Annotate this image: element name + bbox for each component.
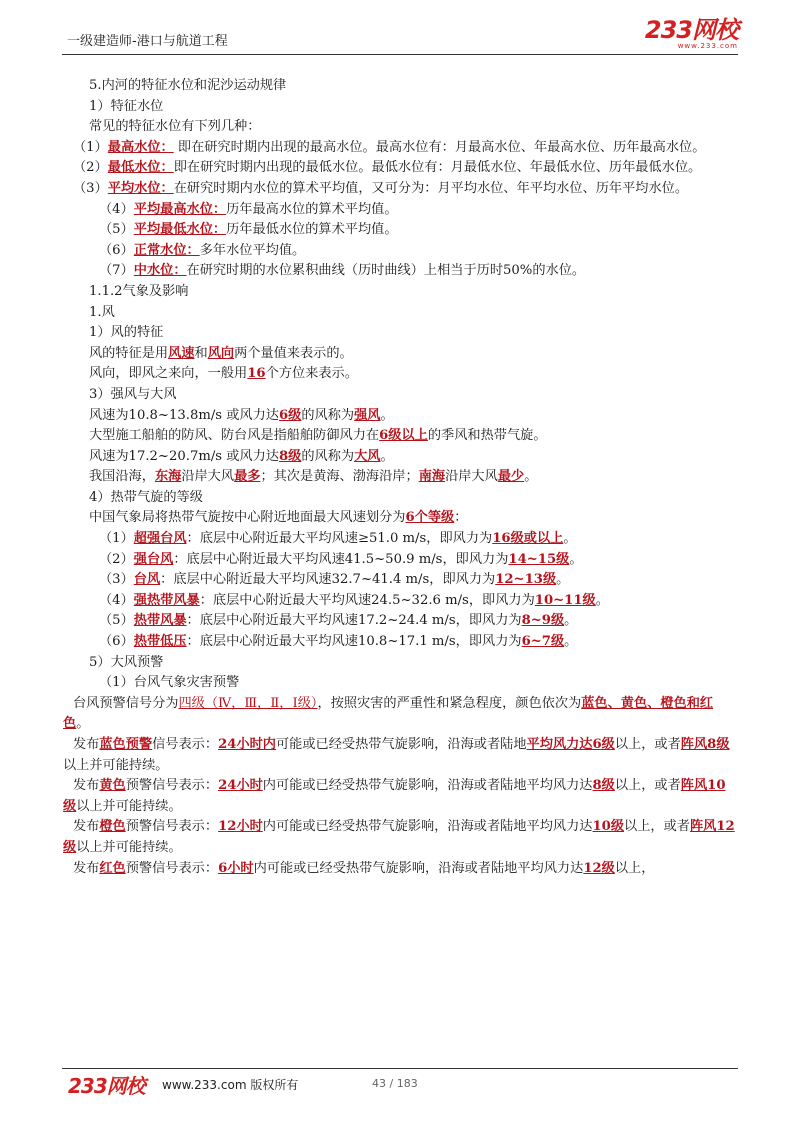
paragraph (63, 179, 735, 200)
paragraph (89, 303, 737, 324)
paragraph (89, 97, 737, 118)
text-run: 5.内河的特征水位和泥沙运动规律 (89, 78, 287, 93)
paragraph (89, 426, 737, 447)
paragraph (89, 323, 737, 344)
paragraph (89, 529, 737, 550)
page-number: 43 / 183 (372, 1077, 418, 1090)
text-run: 以上并可能持续。 (63, 757, 169, 773)
paragraph (89, 282, 737, 303)
highlighted-term: 16 (247, 366, 266, 382)
highlighted-term: 24小时内 (218, 737, 276, 752)
highlighted-term: 南海 (418, 469, 446, 485)
highlighted-term: 蓝色预警 (99, 737, 153, 752)
header-divider (62, 54, 738, 55)
brand-logo-text: 233网校 (644, 16, 738, 44)
text-run: 以上并可能持续。 (76, 798, 182, 814)
text-run: （1） (99, 531, 134, 547)
text-run: （2） (99, 551, 134, 567)
text-run: 1.风 (89, 304, 115, 320)
highlighted-term: 6级 (279, 407, 302, 423)
text-run: 的风称为 (301, 407, 355, 423)
paragraph (89, 76, 737, 97)
highlighted-term: 24小时 (218, 778, 263, 794)
text-run: ：底层中心附近最大平均风速≥51.0 m/s，即风力为 (186, 531, 493, 547)
text-run: 即在研究时期内出现的最高水位。最高水位有：月最高水位、年最高水位、历年最高水位。 (173, 139, 706, 155)
text-run: 内可能或已经受热带气旋影响，沿海或者陆地平均风力达 (262, 778, 593, 794)
text-run: 常见的特征水位有下列几种： (89, 119, 261, 135)
highlighted-term: 阵风8级 (680, 737, 730, 752)
text-run: 3）强风与大风 (89, 386, 177, 402)
highlighted-term: 四级（Ⅳ，Ⅲ，Ⅱ，Ⅰ级） (178, 695, 318, 711)
text-run: 在研究时期的水位累积曲线（历时曲线）上相当于历时50%的水位。 (186, 263, 586, 279)
text-run: 预警信号表示： (125, 819, 219, 835)
text-run: 。 (569, 551, 583, 567)
highlighted-term: 阵风12级 (63, 819, 735, 855)
highlighted-term: 强台风 (133, 551, 174, 567)
text-run: 风速为17.2~20.7m/s 或风力达 (89, 448, 279, 464)
text-run: 。 (564, 634, 578, 650)
highlighted-term: 12~13级 (495, 572, 557, 588)
text-run: 4）热带气旋的等级 (89, 489, 203, 505)
text-run: ：底层中心附近最大平均风速41.5~50.9 m/s，即风力为 (173, 551, 509, 567)
highlighted-term: 8级 (592, 778, 615, 794)
text-run: 。 (524, 469, 538, 485)
text-run: （4） (99, 201, 134, 217)
highlighted-term: 蓝色、黄色、橙色和红色 (63, 695, 714, 732)
text-run: ，按照灾害的严重性和紧急程度，颜色依次为 (317, 695, 582, 711)
text-run: 沿岸大风 (181, 469, 235, 485)
paragraph (89, 570, 737, 591)
text-run: ：底层中心附近最大平均风速32.7~41.4 m/s，即风力为 (160, 572, 496, 588)
highlighted-term: 平均最高水位： (133, 201, 227, 217)
paragraph (63, 859, 735, 880)
text-run: 。 (563, 531, 577, 547)
highlighted-term: 10级 (592, 819, 625, 835)
text-run: 。 (76, 716, 90, 732)
text-run: 发布 (73, 737, 100, 752)
text-run: ：底层中心附近最大平均风速24.5~32.6 m/s，即风力为 (199, 592, 535, 608)
paragraph (63, 138, 735, 159)
paragraph (89, 261, 737, 282)
highlighted-term: 6小时 (218, 860, 254, 876)
highlighted-term: 平均最低水位： (133, 222, 227, 238)
brand-logo[interactable] (645, 18, 738, 50)
paragraph (89, 220, 737, 241)
text-run: 5）大风预警 (89, 654, 164, 670)
text-run: ；其次是黄海、渤海沿岸； (260, 469, 419, 485)
paragraph (89, 117, 737, 138)
text-run: 内可能或已经受热带气旋影响，沿海或者陆地平均风力达 (253, 860, 584, 876)
text-run: 1）风的特征 (89, 325, 164, 341)
highlighted-term: 最少 (497, 469, 525, 485)
highlighted-term: 热带风暴 (133, 613, 187, 629)
text-run: （3） (99, 572, 134, 588)
highlighted-term: 大风 (354, 448, 381, 464)
document-header-title: 一级建造师-港口与航道工程 (67, 34, 228, 49)
document-body (63, 76, 737, 879)
paragraph (63, 776, 735, 817)
paragraph (89, 364, 737, 385)
paragraph (89, 673, 737, 694)
text-run: 预警信号表示： (125, 778, 219, 794)
highlighted-term: 红色 (99, 860, 126, 876)
highlighted-term: 最多 (234, 469, 261, 485)
text-run: 的风称为 (301, 448, 355, 464)
text-run: 风的特征是用 (89, 345, 169, 361)
highlighted-term: 热带低压 (133, 634, 187, 650)
text-run: 预警信号表示： (125, 860, 219, 876)
text-run: 可能或已经受热带气旋影响，沿海或者陆地 (275, 737, 527, 752)
text-run: 历年最低水位的算术平均值。 (226, 222, 398, 238)
text-run: （7） (99, 263, 134, 279)
text-run: 我国沿海， (89, 469, 155, 485)
text-run: 。 (595, 592, 609, 608)
paragraph (89, 200, 737, 221)
brand-logo-url: www.233.com (677, 42, 738, 50)
paragraph (89, 611, 737, 632)
highlighted-term: 12小时 (218, 819, 263, 835)
paragraph (89, 447, 737, 468)
highlighted-term: 超强台风 (133, 531, 187, 547)
paragraph (89, 385, 737, 406)
footer-divider (62, 1068, 738, 1069)
text-run: 发布 (73, 819, 100, 835)
text-run: 多年水位平均值。 (199, 242, 306, 258)
highlighted-term: 16级或以上 (492, 531, 564, 547)
text-run: 风速为10.8~13.8m/s 或风力达 (89, 407, 279, 423)
text-run: 个方位来表示。 (265, 366, 358, 382)
highlighted-term: 中水位： (133, 263, 187, 279)
text-run: 即在研究时期内出现的最低水位。最低水位有：月最低水位、年最低水位、历年最低水位。 (173, 160, 702, 176)
text-run: 两个量值来表示的。 (234, 345, 353, 361)
highlighted-term: 正常水位： (133, 242, 200, 258)
text-run: 沿岸大风 (445, 469, 498, 485)
text-run: 。 (556, 572, 570, 588)
footer-copyright: www.233.com 版权所有 (162, 1078, 299, 1092)
text-run: 以上，或者 (614, 778, 681, 794)
paragraph (89, 653, 737, 674)
paragraph (89, 406, 737, 427)
text-run: 在研究时期内水位的算术平均值，又可分为：月平均水位、年平均水位、历年平均水位。 (173, 180, 689, 196)
text-run: （1）台风气象灾害预警 (99, 675, 240, 691)
paragraph (89, 467, 737, 488)
text-run: 和 (194, 345, 208, 361)
text-run: 以上并可能持续。 (76, 839, 182, 855)
text-run: 的季风和热带气旋。 (427, 428, 547, 444)
highlighted-term: 最高水位： (107, 139, 174, 155)
text-run: （1） (73, 139, 108, 155)
highlighted-term: 14~15级 (508, 551, 570, 567)
highlighted-term: 阵风10级 (63, 778, 726, 814)
text-run: 。 (380, 448, 394, 464)
highlighted-term: 6级以上 (379, 428, 428, 444)
text-run: 以上，或者 (614, 737, 681, 752)
paragraph (63, 694, 735, 735)
paragraph (63, 158, 735, 179)
text-run: 风向，即风之来向，一般用 (89, 366, 248, 382)
highlighted-term: 最低水位： (107, 160, 174, 176)
highlighted-term: 6~7级 (521, 634, 565, 650)
text-run: （6） (99, 242, 134, 258)
text-run: 发布 (73, 860, 100, 876)
highlighted-term: 风速 (168, 345, 195, 361)
highlighted-term: 强热带风暴 (133, 592, 200, 608)
text-run: 以上， (614, 860, 655, 876)
paragraph (63, 735, 735, 776)
text-run: 中国气象局将热带气旋按中心附近地面最大风速划分为 (89, 510, 406, 526)
highlighted-term: 10~11级 (534, 592, 596, 608)
text-run: 内可能或已经受热带气旋影响，沿海或者陆地平均风力达 (262, 819, 593, 835)
paragraph (89, 632, 737, 653)
text-run: （2） (73, 160, 108, 176)
paragraph (89, 241, 737, 262)
highlighted-term: 12级 (583, 860, 615, 876)
footer-logo[interactable]: 233网校 (68, 1074, 145, 1098)
text-run: 1）特征水位 (89, 98, 164, 114)
text-run: （5） (99, 613, 134, 629)
highlighted-term: 平均水位： (107, 180, 174, 196)
highlighted-term: 6个等级 (405, 510, 455, 526)
highlighted-term: 橙色 (99, 819, 126, 835)
text-run: ： (454, 510, 468, 526)
paragraph (89, 591, 737, 612)
text-run: （4） (99, 592, 134, 608)
paragraph (89, 488, 737, 509)
text-run: （6） (99, 634, 134, 650)
highlighted-term: 8~9级 (521, 613, 565, 629)
text-run: 台风预警信号分为 (73, 695, 179, 711)
highlighted-term: 台风 (133, 572, 161, 588)
paragraph (89, 550, 737, 571)
text-run: ：底层中心附近最大平均风速10.8~17.1 m/s，即风力为 (186, 634, 522, 650)
text-run: 。 (564, 613, 578, 629)
text-run: 发布 (73, 778, 100, 794)
text-run: 大型施工船舶的防风、防台风是指船舶防御风力在 (89, 428, 380, 444)
highlighted-term: 强风 (354, 407, 381, 423)
highlighted-term: 风向 (207, 345, 235, 361)
text-run: ：底层中心附近最大平均风速17.2~24.4 m/s，即风力为 (186, 613, 522, 629)
text-run: 。 (380, 407, 394, 423)
text-run: 以上，或者 (624, 819, 690, 835)
text-run: 1.1.2气象及影响 (89, 283, 189, 299)
paragraph (89, 508, 737, 529)
text-run: （5） (99, 222, 134, 238)
paragraph (63, 817, 735, 858)
paragraph (89, 344, 737, 365)
text-run: 历年最高水位的算术平均值。 (226, 201, 398, 217)
highlighted-term: 黄色 (99, 778, 126, 794)
highlighted-term: 东海 (154, 469, 182, 485)
highlighted-term: 平均风力达6级 (526, 737, 615, 752)
text-run: （3） (73, 180, 108, 196)
text-run: 信号表示： (152, 737, 219, 752)
highlighted-term: 8级 (279, 448, 302, 464)
